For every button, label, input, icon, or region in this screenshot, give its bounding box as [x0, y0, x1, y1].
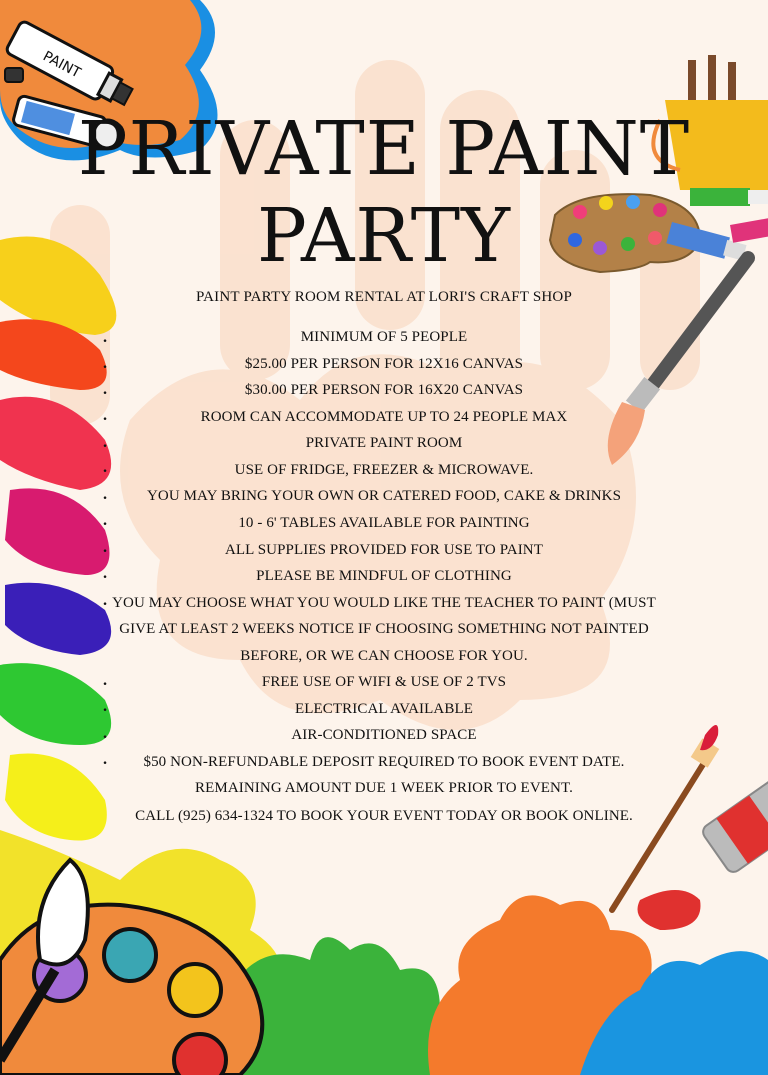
bullet-dot: • [102, 759, 108, 769]
subtitle: PAINT PARTY ROOM RENTAL AT LORI'S CRAFT SHOP [195, 289, 572, 305]
bullet-dot: • [102, 733, 108, 743]
bullet-dot: • [102, 363, 108, 373]
paint-tube-label: PAINT [40, 48, 84, 82]
bullet-dot: • [102, 389, 108, 399]
list-item: PRIVATE PAINT ROOM [305, 435, 463, 451]
list-item: AIR-CONDITIONED SPACE [291, 727, 477, 743]
bullet-dot: • [102, 706, 108, 716]
list-item: USE OF FRIDGE, FREEZER & MICROWAVE. [234, 462, 534, 478]
list-item: ALL SUPPLIES PROVIDED FOR USE TO PAINT [224, 542, 544, 558]
list-item: BEFORE, OR WE CAN CHOOSE FOR YOU. [240, 648, 528, 664]
list-item: $30.00 PER PERSON FOR 16X20 CANVAS [244, 382, 524, 398]
bullet-dot: • [102, 520, 108, 530]
list-item: YOU MAY CHOOSE WHAT YOU WOULD LIKE THE TEACHER TO PAINT (MUST [112, 595, 656, 611]
bullet-dot: • [102, 680, 108, 690]
list-item: $50 NON-REFUNDABLE DEPOSIT REQUIRED TO BOOK EVENT DATE. [143, 754, 625, 770]
list-item: PLEASE BE MINDFUL OF CLOTHING [256, 568, 512, 584]
list-item: YOU MAY BRING YOUR OWN OR CATERED FOOD, CAKE & DRINKS [146, 488, 622, 504]
bullet-dot: • [102, 573, 108, 583]
bullet-dot: • [102, 337, 108, 347]
title-line-1: PRIVATE PAINT [77, 106, 691, 192]
list-item: CALL (925) 634-1324 TO BOOK YOUR EVENT TODAY OR BOOK ONLINE. [135, 808, 633, 824]
list-item: ELECTRICAL AVAILABLE [295, 701, 473, 717]
list-item: 10 - 6' TABLES AVAILABLE FOR PAINTING [238, 515, 530, 531]
list-item: ROOM CAN ACCOMMODATE UP TO 24 PEOPLE MAX [200, 409, 568, 425]
bullet-dot: • [102, 415, 108, 425]
bullet-dot: • [102, 442, 108, 452]
bullet-dot: • [102, 600, 108, 610]
list-item: FREE USE OF WIFI & USE OF 2 TVS [261, 674, 507, 690]
title-line-2: PARTY [256, 193, 512, 279]
bullet-dot: • [102, 494, 108, 504]
bullet-dot: • [102, 547, 108, 557]
list-item: $25.00 PER PERSON FOR 12X16 CANVAS [244, 356, 524, 372]
bullet-dot: • [102, 467, 108, 477]
list-item: REMAINING AMOUNT DUE 1 WEEK PRIOR TO EVENT. [195, 780, 573, 796]
list-item: MINIMUM OF 5 PEOPLE [300, 329, 468, 345]
list-item: GIVE AT LEAST 2 WEEKS NOTICE IF CHOOSING SOMETHING NOT PAINTED [119, 621, 649, 637]
